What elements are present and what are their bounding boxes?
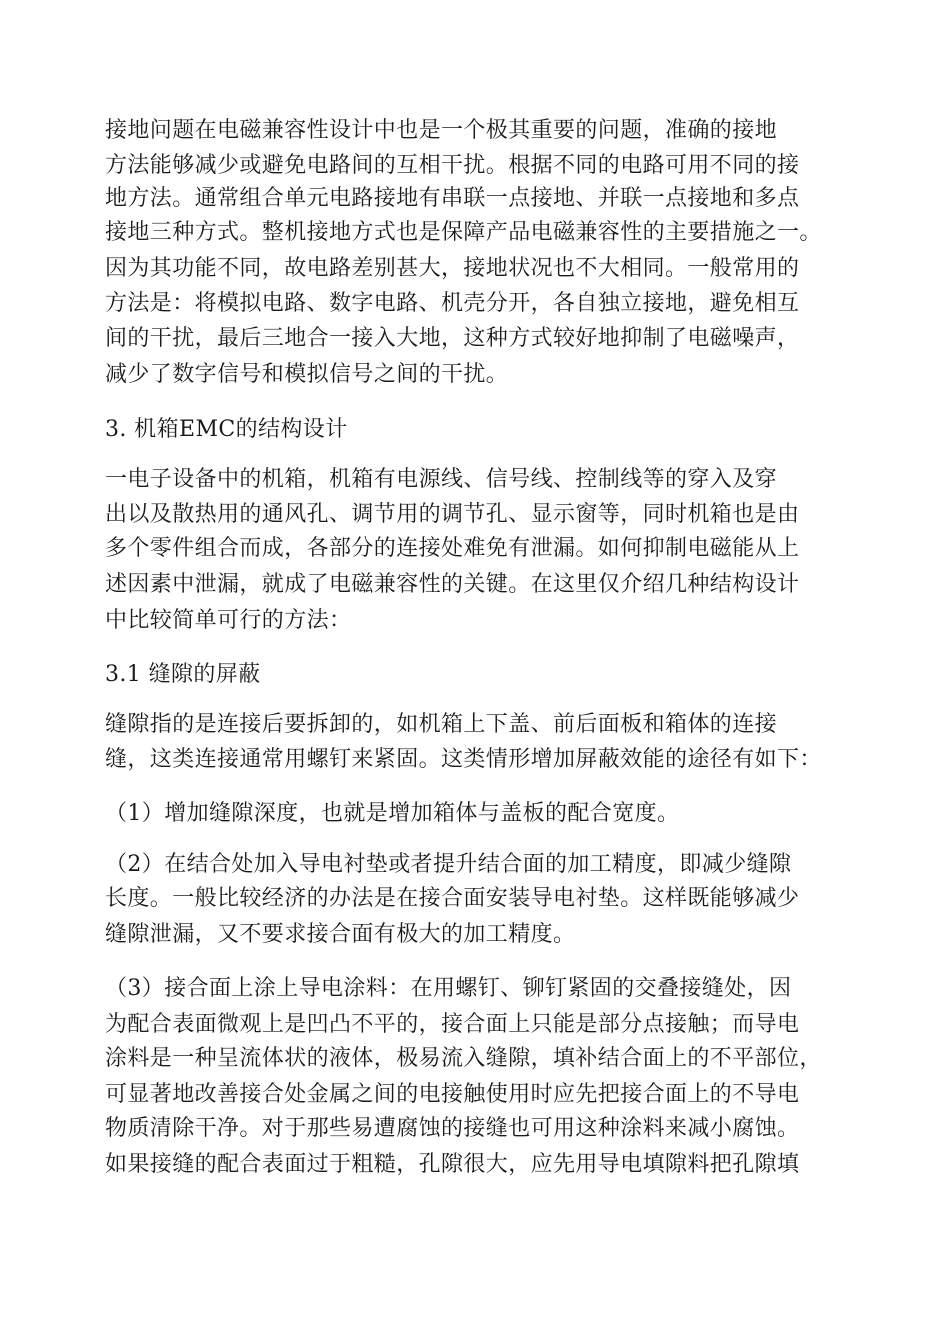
paragraph-grounding-line-4: 接地三种方式。整机接地方式也是保障产品电磁兼容性的主要措施之一。 [105,220,822,245]
paragraph-chassis-line-5: 中比较简单可行的方法： [105,608,352,633]
paragraph-chassis-line-2: 出以及散热用的通风孔、调节用的调节孔、显示窗等，同时机箱也是由 [105,502,800,527]
paragraph-grounding-line-7: 间的干扰，最后三地合一接入大地，这种方式较好地抑制了电磁噪声， [105,326,800,351]
list-item-3-line-1: （3）接合面上涂上导电涂料：在用螺钉、铆钉紧固的交叠接缝处，因 [105,976,792,1001]
list-item-1-line-1: （1）增加缝隙深度，也就是增加箱体与盖板的配合宽度。 [105,801,680,826]
paragraph-grounding-line-6: 方法是：将模拟电路、数字电路、机壳分开，各自独立接地，避免相互 [105,291,800,316]
paragraph-grounding-line-2: 方法能够减少或避免电路间的互相干扰。根据不同的电路可用不同的接 [105,153,800,178]
list-item-2-line-2: 长度。一般比较经济的办法是在接合面安装导电衬垫。这样既能够减少 [105,886,800,911]
section-heading-3-1: 3.1 缝隙的屏蔽 [105,662,261,687]
list-item-3-line-5: 物质清除干净。对于那些易遭腐蚀的接缝也可用这种涂料来减小腐蚀。 [105,1116,800,1141]
list-item-3-line-4: 可显著地改善接合处金属之间的电接触使用时应先把接合面上的不导电 [105,1082,800,1107]
list-item-3-line-3: 涂料是一种呈流体状的液体，极易流入缝隙，填补结合面上的不平部位， [105,1046,822,1071]
paragraph-grounding-line-3: 地方法。通常组合单元电路接地有串联一点接地、并联一点接地和多点 [105,186,800,211]
list-item-2-line-1: （2）在结合处加入导电衬垫或者提升结合面的加工精度，即减少缝隙 [105,852,792,877]
list-item-3-line-2: 为配合表面微观上是凹凸不平的，接合面上只能是部分点接触；而导电 [105,1012,800,1037]
paragraph-chassis-line-3: 多个零件组合而成，各部分的连接处难免有泄漏。如何抑制电磁能从上 [105,536,800,561]
paragraph-grounding-line-8: 减少了数字信号和模拟信号之间的干扰。 [105,362,509,387]
list-item-3-line-6: 如果接缝的配合表面过于粗糙，孔隙很大，应先用导电填隙料把孔隙填 [105,1152,800,1177]
list-item-2-line-3: 缝隙泄漏，又不要求接合面有极大的加工精度。 [105,922,576,947]
paragraph-chassis-line-4: 述因素中泄漏，就成了电磁兼容性的关键。在这里仅介绍几种结构设计 [105,572,800,597]
paragraph-gap-line-2: 缝，这类连接通常用螺钉来紧固。这类情形增加屏蔽效能的途径有如下： [105,747,822,772]
paragraph-chassis-line-1: 一电子设备中的机箱，机箱有电源线、信号线、控制线等的穿入及穿 [105,467,778,492]
paragraph-grounding-line-1: 接地问题在电磁兼容性设计中也是一个极其重要的问题，准确的接地 [105,118,778,143]
section-heading-3: 3. 机箱EMC的结构设计 [105,417,348,442]
paragraph-gap-line-1: 缝隙指的是连接后要拆卸的，如机箱上下盖、前后面板和箱体的连接 [105,712,778,737]
paragraph-grounding-line-5: 因为其功能不同，故电路差别甚大，接地状况也不大相同。一般常用的 [105,256,800,281]
